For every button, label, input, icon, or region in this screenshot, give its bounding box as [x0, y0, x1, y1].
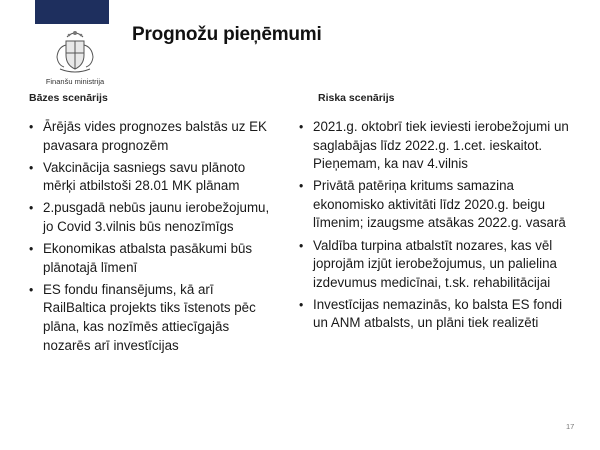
coat-of-arms-icon — [52, 27, 98, 75]
list-item: • Ārējās vides prognozes balstās uz EK pavasara prognozēm — [28, 119, 267, 154]
logo-label: Finanšu ministrija — [45, 77, 105, 86]
list-item: • ES fondu finansējums, kā arī RailBaltica projekts tiks īstenots pēc plāna, kas nozīmēs attiecīgajās nozarēs arī investīcijas — [28, 281, 256, 354]
right-column-heading: Riska scenārijs — [318, 92, 395, 104]
list-item: • Privātā patēriņa kritums samazina ekonomisko aktivitāti līdz 2020.g. beigu līmenim; izaugsme atsākas 2022.g. vasarā — [298, 178, 566, 232]
bullet-icon: • — [298, 237, 304, 253]
list-item: • 2021.g. oktobrī tiek ieviesti ierobežojumi un saglabājas līdz 2022.g. 1.cet. ieskaitot. Pieņemam, ka nav 4.vilnis — [298, 119, 569, 173]
bullet-icon: • — [298, 178, 304, 194]
list-item: • Investīcijas nemazinās, ko balsta ES fondi un ANM atbalsts, un plāni tiek realizēti — [298, 296, 563, 332]
bullet-icon: • — [28, 241, 34, 257]
bullet-icon: • — [28, 281, 34, 297]
ministry-logo — [40, 27, 110, 89]
page-title: Prognožu pieņēmumi — [132, 24, 322, 45]
left-column-heading: Bāzes scenārijs — [29, 92, 108, 104]
list-item: • 2.pusgadā nebūs jaunu ierobežojumu, jo Covid 3.vilnis būs nenozīmīgs — [28, 200, 270, 235]
bullet-icon: • — [298, 296, 304, 312]
list-item: • Valdība turpina atbalstīt nozares, kas vēl joprojām izjūt ierobežojumus, un palielina izdevumus medicīnai, t.sk. rehabilitācijai — [298, 237, 557, 291]
bullet-icon: • — [28, 119, 34, 134]
bullet-icon: • — [298, 119, 304, 134]
base-scenario-list — [28, 118, 290, 359]
bullet-icon: • — [28, 200, 34, 216]
bullet-icon: • — [28, 159, 34, 175]
risk-scenario-list — [298, 118, 590, 337]
list-item: • Vakcinācija sasniegs savu plānoto mērķi atbilstoši 28.01 MK plānam — [28, 159, 246, 195]
list-item: • Ekonomikas atbalsta pasākumi būs plānotajā līmenī — [28, 241, 253, 276]
header-color-bar — [35, 0, 109, 24]
page-number: 17 — [566, 422, 575, 431]
